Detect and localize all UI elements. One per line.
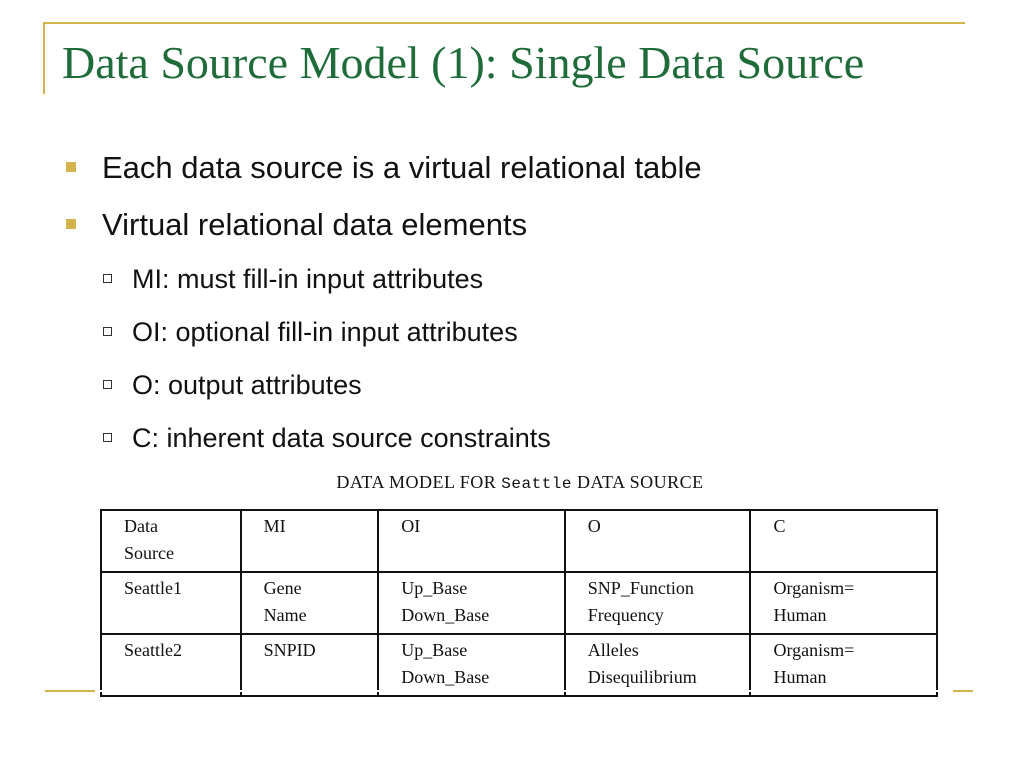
cell-line: SNP_Function: [587, 578, 694, 598]
cell-line: Organism=: [773, 640, 855, 660]
bullet-text: Each data source is a virtual relational table: [102, 150, 702, 185]
header-cell-mi: MI: [241, 510, 379, 572]
cell-line: Source: [124, 543, 174, 563]
square-bullet-icon: [66, 219, 76, 229]
sub-bullet-text: MI: must fill-in input attributes: [132, 264, 484, 294]
sub-bullet-text: OI: optional fill-in input attributes: [132, 317, 518, 347]
header-cell-oi: OI: [378, 510, 565, 572]
cell-data-source: Seattle2: [101, 634, 241, 696]
hollow-square-bullet-icon: [103, 327, 112, 336]
slide-frame-top-line: [43, 22, 965, 24]
cell-line: Frequency: [587, 605, 664, 625]
bullet-text: Virtual relational data elements: [102, 207, 528, 242]
sub-bullet-item: [103, 372, 362, 399]
sub-bullet-item: [103, 319, 518, 346]
cell-line: Data: [124, 516, 158, 536]
hollow-square-bullet-icon: [103, 433, 112, 442]
cell-mi: [241, 572, 379, 634]
slide-frame-left-line: [43, 22, 45, 94]
cell-oi: [378, 634, 565, 696]
cell-o: [565, 634, 751, 696]
cell-mi: SNPID: [241, 634, 379, 696]
table-row: [101, 634, 937, 696]
square-bullet-icon: [66, 162, 76, 172]
sub-bullet-item: [103, 266, 483, 293]
bullet-item: [66, 152, 702, 183]
sub-bullet-text: C: inherent data source constraints: [132, 423, 551, 453]
cell-line: Alleles: [587, 640, 639, 660]
bottom-line-gap: [95, 690, 953, 692]
bullet-item: [66, 209, 527, 240]
cell-o: [565, 572, 751, 634]
sub-bullet-text: O: output attributes: [132, 370, 362, 400]
table-header-row: [101, 510, 937, 572]
cell-line: Organism=: [773, 578, 855, 598]
header-cell-c: C: [750, 510, 937, 572]
header-cell-data-source: [101, 510, 241, 572]
cell-line: Up_Base: [401, 578, 468, 598]
hollow-square-bullet-icon: [103, 274, 112, 283]
table-caption: [0, 472, 1024, 493]
cell-line: Human: [773, 605, 827, 625]
data-model-table: [100, 509, 938, 697]
caption-text-1: DATA MODEL FOR: [336, 472, 502, 492]
caption-text-2: Seattle: [501, 475, 573, 493]
hollow-square-bullet-icon: [103, 380, 112, 389]
cell-data-source: Seattle1: [101, 572, 241, 634]
caption-text-3: DATA SOURCE: [572, 472, 704, 492]
cell-c: [750, 572, 937, 634]
cell-line: Human: [773, 667, 827, 687]
slide-frame-bottom-line: [45, 690, 973, 692]
cell-line: Up_Base: [401, 640, 468, 660]
cell-line: Name: [263, 605, 307, 625]
slide-title: Data Source Model (1): Single Data Source: [62, 37, 865, 88]
cell-line: Disequilibrium: [587, 667, 697, 687]
cell-oi: [378, 572, 565, 634]
table-row: [101, 572, 937, 634]
sub-bullet-item: [103, 425, 551, 452]
cell-line: Down_Base: [401, 667, 490, 687]
cell-line: Down_Base: [401, 605, 490, 625]
header-cell-o: O: [565, 510, 751, 572]
cell-c: [750, 634, 937, 696]
cell-line: Gene: [263, 578, 302, 598]
